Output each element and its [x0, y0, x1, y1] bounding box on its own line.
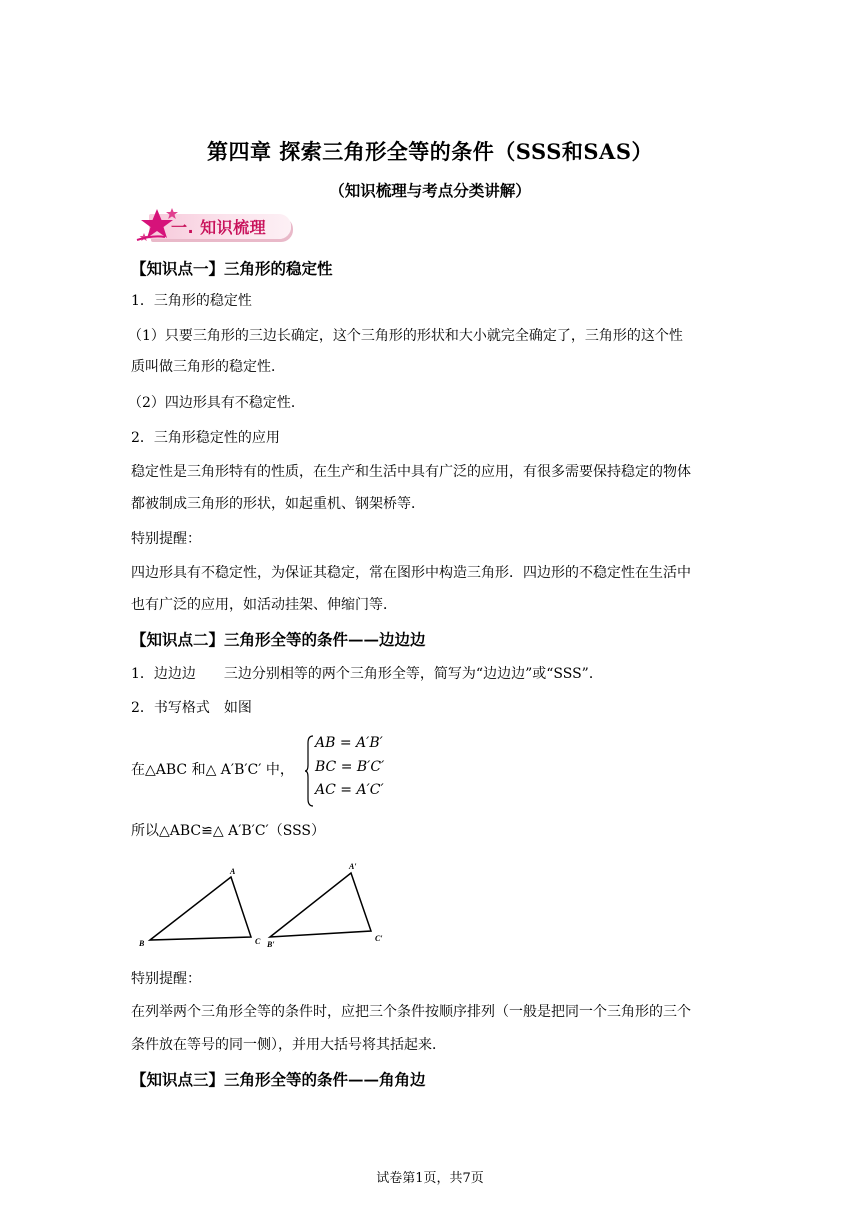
equation-1: AB = A′B′	[315, 735, 383, 751]
kp3-heading: 【知识点三】三角形全等的条件——角角边	[131, 1070, 426, 1089]
kp2-p5-line2: 条件放在等号的同一侧），并用大括号将其括起来．	[131, 1037, 446, 1053]
kp2-item2: 2．书写格式 如图	[131, 700, 252, 716]
left-brace	[305, 735, 315, 807]
label-b-prime: B′	[267, 940, 275, 949]
badge-label: 一. 知识梳理	[171, 218, 267, 237]
triangle-a2b2c2	[270, 873, 371, 937]
kp2-p5-line1: 在列举两个三角形全等的条件时，应把三个条件按顺序排列（一般是把同一个三角形的三个	[131, 1004, 691, 1020]
page-title: 第四章 探索三角形全等的条件（SSS和SAS）	[206, 139, 653, 164]
section-badge	[129, 205, 294, 245]
kp1-reminder: 特别提醒：	[131, 531, 201, 547]
kp2-conclusion: 所以△ABC≌△ A′B′C′（SSS）	[131, 823, 326, 839]
kp2-intro: 在△ABC 和△ A′B′C′ 中，	[131, 762, 294, 778]
kp1-p1-line1: （1）只要三角形的三边长确定，这个三角形的形状和大小就完全确定了，三角形的这个性	[128, 328, 683, 344]
triangle-figure	[130, 855, 400, 955]
label-a: A	[230, 867, 236, 876]
kp1-p1-line2: 质叫做三角形的稳定性．	[131, 359, 285, 375]
kp1-item2: 2．三角形稳定性的应用	[131, 430, 280, 446]
kp1-p2: （2）四边形具有不稳定性．	[128, 395, 305, 411]
kp2-reminder: 特别提醒：	[131, 971, 201, 987]
page-subtitle: （知识梳理与考点分类讲解）	[329, 181, 531, 200]
kp1-p4-line1: 四边形具有不稳定性，为保证其稳定，常在图形中构造三角形．四边形的不稳定性在生活中	[131, 565, 691, 581]
kp1-heading: 【知识点一】三角形的稳定性	[131, 259, 333, 278]
triangle-abc	[150, 877, 251, 940]
kp1-item1: 1．三角形的稳定性	[131, 293, 252, 309]
kp2-heading: 【知识点二】三角形全等的条件——边边边	[131, 630, 426, 649]
kp1-p3-line1: 稳定性是三角形特有的性质，在生产和生活中具有广泛的应用，有很多需要保持稳定的物体	[131, 464, 691, 480]
label-c: C	[255, 937, 261, 946]
kp1-p3-line2: 都被制成三角形的形状，如起重机、钢架桥等．	[131, 496, 425, 512]
kp1-p4-line2: 也有广泛的应用，如活动挂架、伸缩门等．	[131, 597, 397, 613]
label-c-prime: C′	[375, 934, 383, 943]
page-footer: 试卷第1页，共7页	[376, 1171, 484, 1186]
label-a-prime: A′	[349, 862, 357, 871]
kp2-item1: 1．边边边 三边分别相等的两个三角形全等，简写为“边边边”或“SSS”．	[131, 666, 603, 682]
label-b: B	[139, 939, 145, 948]
equation-2: BC = B′C′	[315, 759, 385, 775]
equation-3: AC = A′C′	[315, 782, 384, 798]
